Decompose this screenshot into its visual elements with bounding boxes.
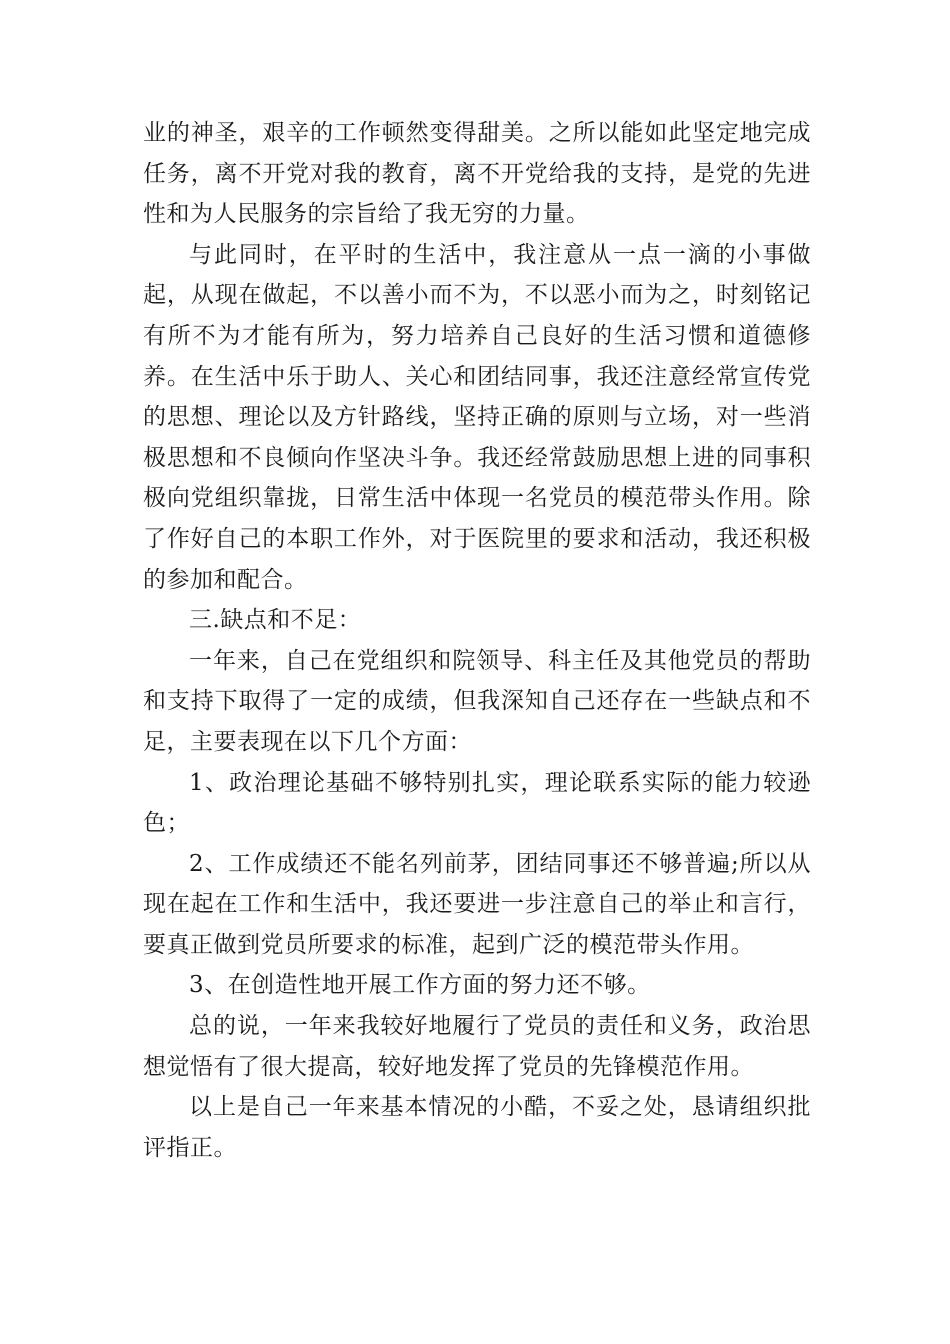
document-body (143, 113, 811, 1168)
section-heading-shortcomings: 三.缺点和不足： (189, 607, 362, 634)
list-item-3: 3、在创造性地开展工作方面的努力还不够。 (189, 972, 651, 999)
paragraph-shortcomings-intro: 一年来，自己在党组织和院领导、科主任及其他党员的帮助和支持下取得了一定的成绩，但我深知自己还存在一些缺点和不足，主要表现在以下几个方面： (143, 647, 811, 755)
list-item-1: 1、政治理论基础不够特别扎实，理论联系实际的能力较逊色； (143, 769, 811, 837)
paragraph-closing: 以上是自己一年来基本情况的小酷，不妥之处，恳请组织批评指正。 (143, 1094, 811, 1161)
paragraph-summary: 总的说，一年来我较好地履行了党员的责任和义务，政治思想觉悟有了很大提高，较好地发挥了党员的先锋模范作用。 (143, 1013, 811, 1080)
paragraph-continuation: 业的神圣，艰辛的工作顿然变得甜美。之所以能如此坚定地完成任务，离不开党对我的教育，离不开党给我的支持，是党的先进性和为人民服务的宗旨给了我无穷的力量。 (143, 120, 811, 228)
paragraph-daily-life: 与此同时，在平时的生活中，我注意从一点一滴的小事做起，从现在做起，不以善小而不为，不以恶小而为之，时刻铭记有所不为才能有所为，努力培养自己良好的生活习惯和道德修养。在生活中乐于助人、关心和团结同事，我还注意经常宣传党的思想、理论以及方针路线，坚持正确的原则与立场，对一些消极思想和不良倾向作坚决斗争。我还经常鼓励思想上进的同事积极向党组织靠拢，日常生活中体现一名党员的模范带头作用。除了作好自己的本职工作外，对于医院里的要求和活动，我还积极的参加和配合。 (143, 241, 811, 593)
list-item-2: 2、工作成绩还不能名列前茅，团结同事还不够普遍;所以从现在起在工作和生活中，我还要进一步注意自己的举止和言行，要真正做到党员所要求的标准，起到广泛的模范带头作用。 (143, 850, 811, 958)
